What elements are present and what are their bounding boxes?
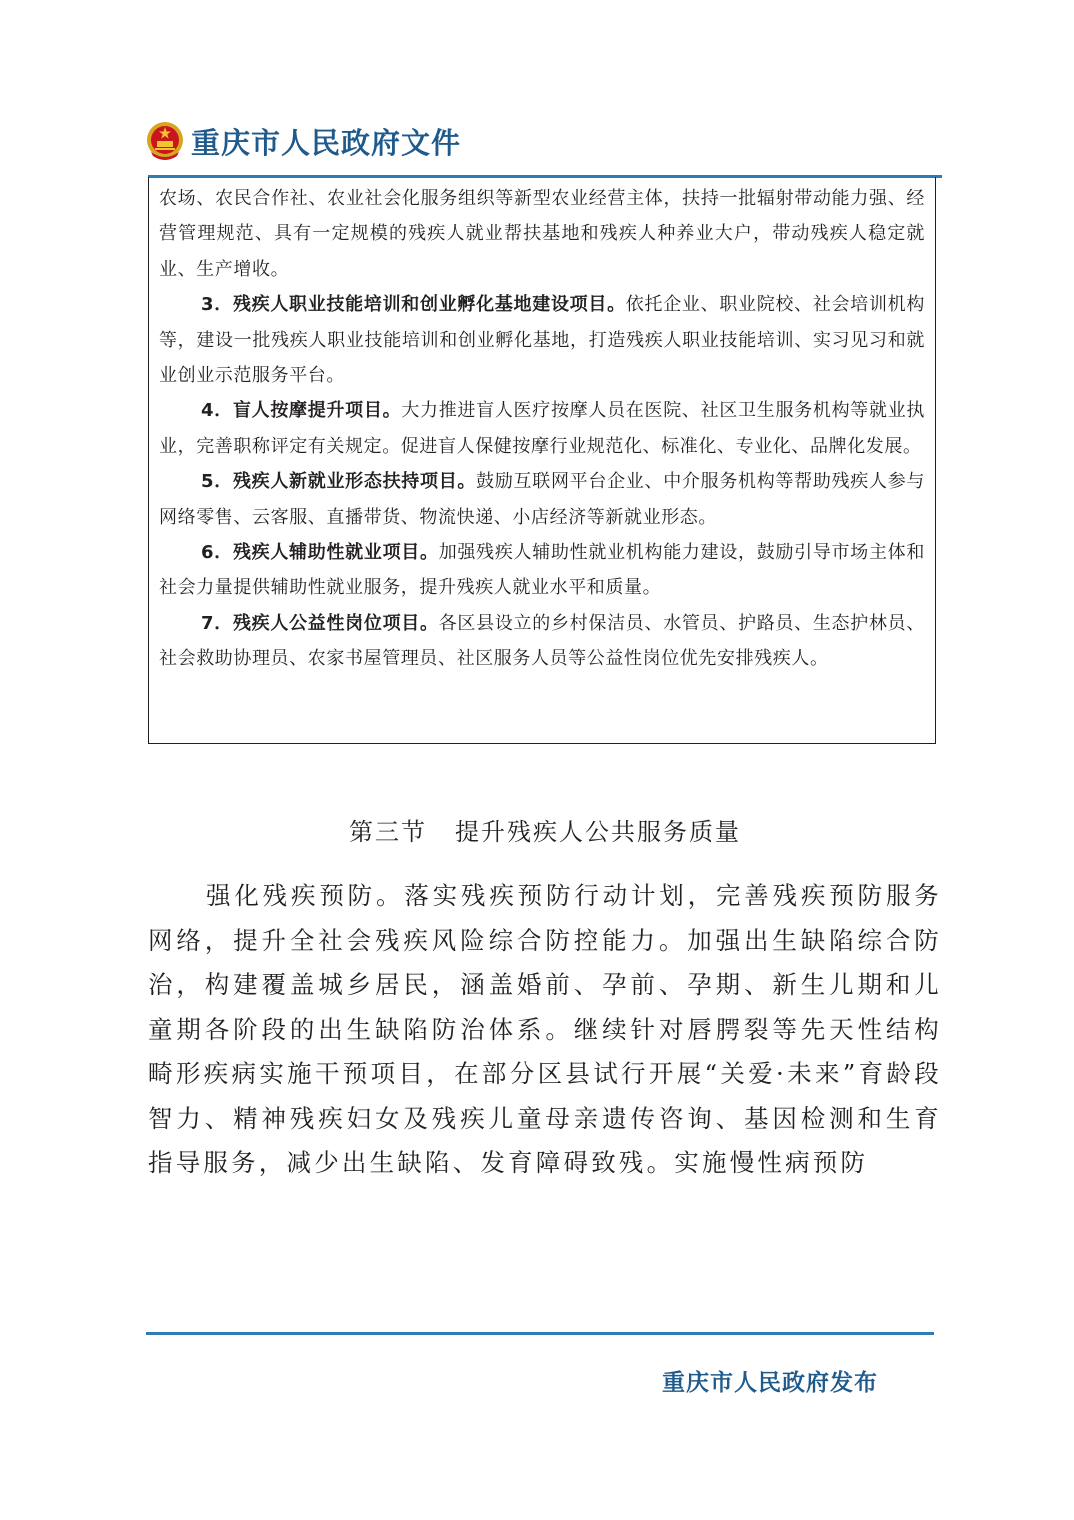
item-heading: 5．残疾人新就业形态扶持项目。: [201, 471, 477, 493]
body-paragraph: 强化残疾预防。落实残疾预防行动计划，完善残疾预防服务网络，提升全社会残疾风险综合防控能力。加强出生缺陷综合防治，构建覆盖城乡居民，涵盖婚前、孕前、孕期、新生儿期和儿童期各阶段的出生缺陷防治体系。继续针对唇腭裂等先天性结构畸形疾病实施干预项目，在部分区县试行开展“关爱·未来”育龄段智力、精神残疾妇女及残疾儿童母亲遗传咨询、基因检测和生育指导服务，减少出生缺陷、发育障碍致残。实施慢性病预防: [148, 881, 942, 1177]
item-text: 加强残疾人辅助性就业机构能力建设，鼓励引导市场主体和社会力量提供辅助性就业服务，提升残疾人就业水平和质量。: [159, 542, 925, 599]
item-text: 大力推进盲人医疗按摩人员在医院、社区卫生服务机构等就业执业，完善职称评定有关规定。促进盲人保健按摩行业规范化、标准化、专业化、品牌化发展。: [159, 400, 926, 457]
item-text: 各区县设立的乡村保洁员、水管员、护路员、生态护林员、社会救助协理员、农家书屋管理员、社区服务人员等公益性岗位优先安排残疾人。: [159, 612, 925, 670]
project-box: [148, 177, 936, 744]
section-heading: [148, 812, 942, 847]
item-text: 依托企业、职业院校、社会培训机构等，建设一批残疾人职业技能培训和创业孵化基地，打造残疾人职业技能培训、实习见习和就业创业示范服务平台。: [159, 294, 925, 387]
national-emblem-icon: [145, 120, 185, 162]
item-heading: 4．盲人按摩提升项目。: [201, 400, 402, 422]
footer-rule: [146, 1332, 934, 1335]
item-text: 鼓励互联网平台企业、中介服务机构等帮助残疾人参与网络零售、云客服、直播带货、物流快递、小店经济等新就业形态。: [159, 471, 925, 528]
section-title: 提升残疾人公共服务质量: [455, 818, 741, 846]
list-item: [159, 535, 925, 606]
list-item: [159, 606, 925, 677]
item-heading: 7．残疾人公益性岗位项目。: [201, 612, 439, 634]
item-heading: 6．残疾人辅助性就业项目。: [201, 542, 439, 564]
footer-publisher: 重庆市人民政府发布: [662, 1370, 878, 1396]
list-item: [159, 464, 925, 535]
document-header: [145, 118, 940, 164]
header-title: 重庆市人民政府文件: [191, 125, 462, 160]
section-number: 第三节: [349, 818, 427, 846]
list-item: [159, 393, 925, 464]
list-item: [159, 287, 925, 393]
item-heading: 3．残疾人职业技能培训和创业孵化基地建设项目。: [201, 294, 626, 316]
box-intro: 农场、农民合作社、农业社会化服务组织等新型农业经营主体，扶持一批辐射带动能力强、经营管理规范、具有一定规模的残疾人就业帮扶基地和残疾人种养业大户，带动残疾人稳定就业、生产增收。: [159, 188, 925, 280]
